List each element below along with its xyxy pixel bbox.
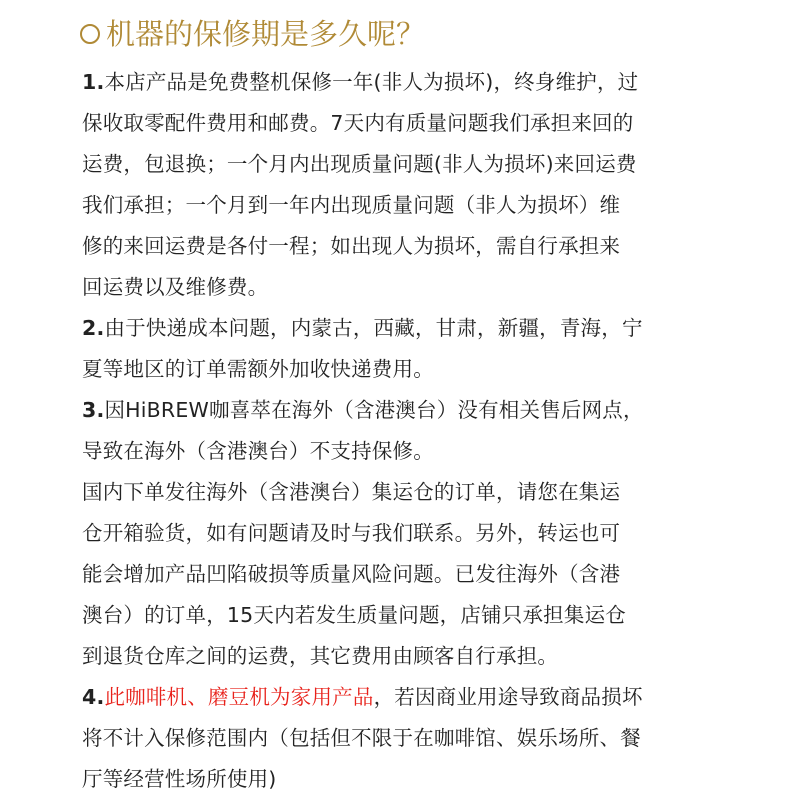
line-text: 澳台）的订单，15天内若发生质量问题，店铺只承担集运仓 xyxy=(82,603,626,627)
text-line xyxy=(82,759,722,800)
line-text: 因HiBREW咖喜萃在海外（含港澳台）没有相关售后网点， xyxy=(104,398,644,422)
text-line xyxy=(82,595,722,636)
highlight-text: 此咖啡机、磨豆机为家用产品 xyxy=(104,685,374,709)
section-title-text: 机器的保修期是多久呢？ xyxy=(106,17,426,51)
text-line xyxy=(82,62,722,103)
line-text: 由于快递成本问题，内蒙古，西藏，甘肃，新疆，青海，宁 xyxy=(104,316,643,340)
text-line xyxy=(82,390,722,431)
line-text: 导致在海外（含港澳台）不支持保修。 xyxy=(82,439,434,463)
item-number: 3. xyxy=(82,398,105,422)
line-text: 夏等地区的订单需额外加收快递费用。 xyxy=(82,357,434,381)
text-line xyxy=(82,185,722,226)
text-line xyxy=(82,554,722,595)
text-line xyxy=(82,636,722,677)
circle-bullet-icon xyxy=(80,24,100,44)
text-line xyxy=(82,677,722,718)
line-text: 到退货仓库之间的运费，其它费用由顾客自行承担。 xyxy=(82,644,559,668)
line-text: 我们承担；一个月到一年内出现质量问题（非人为损坏）维 xyxy=(82,193,621,217)
line-text: 修的来回运费是各付一程；如出现人为损坏，需自行承担来 xyxy=(82,234,621,258)
warranty-text xyxy=(82,62,722,800)
text-line xyxy=(82,431,722,472)
section-title xyxy=(80,14,425,54)
line-text: 厅等经营性场所使用) xyxy=(82,767,277,791)
text-line xyxy=(82,472,722,513)
text-line xyxy=(82,267,722,308)
text-line xyxy=(82,103,722,144)
line-text: 本店产品是免费整机保修一年(非人为损坏)，终身维护，过 xyxy=(104,70,639,94)
item-number: 2. xyxy=(82,316,105,340)
item-number: 4. xyxy=(82,685,105,709)
text-line xyxy=(82,144,722,185)
line-text: 回运费以及维修费。 xyxy=(82,275,269,299)
line-text: 运费，包退换；一个月内出现质量问题(非人为损坏)来回运费 xyxy=(82,152,637,176)
line-text: 能会增加产品凹陷破损等质量风险问题。已发往海外（含港 xyxy=(82,562,621,586)
item-number: 1. xyxy=(82,70,105,94)
line-text: ，若因商业用途导致商品损坏 xyxy=(373,685,643,709)
text-line xyxy=(82,718,722,759)
text-line xyxy=(82,513,722,554)
line-text: 国内下单发往海外（含港澳台）集运仓的订单，请您在集运 xyxy=(82,480,621,504)
line-text: 将不计入保修范围内（包括但不限于在咖啡馆、娱乐场所、餐 xyxy=(82,726,641,750)
text-line xyxy=(82,226,722,267)
text-line xyxy=(82,308,722,349)
line-text: 仓开箱验货，如有问题请及时与我们联系。另外，转运也可 xyxy=(82,521,621,545)
text-line xyxy=(82,349,722,390)
line-text: 保收取零配件费用和邮费。7天内有质量问题我们承担来回的 xyxy=(82,111,634,135)
